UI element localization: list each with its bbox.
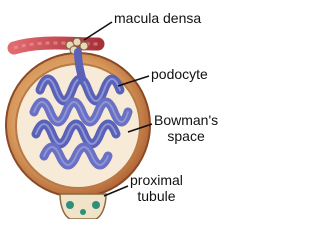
proximal-tubule xyxy=(60,194,106,219)
label-bowmans-space-line1: Bowman's xyxy=(154,112,219,128)
leader-macula-densa xyxy=(84,22,112,40)
label-macula-densa: macula densa xyxy=(114,10,202,26)
label-bowmans-space-line2: space xyxy=(167,128,205,144)
label-proximal-tubule-line1: proximal xyxy=(130,172,183,188)
label-proximal-tubule xyxy=(130,172,183,204)
label-proximal-tubule-line2: tubule xyxy=(137,188,176,204)
label-bowmans-space xyxy=(154,112,218,144)
label-podocyte: podocyte xyxy=(151,66,208,82)
